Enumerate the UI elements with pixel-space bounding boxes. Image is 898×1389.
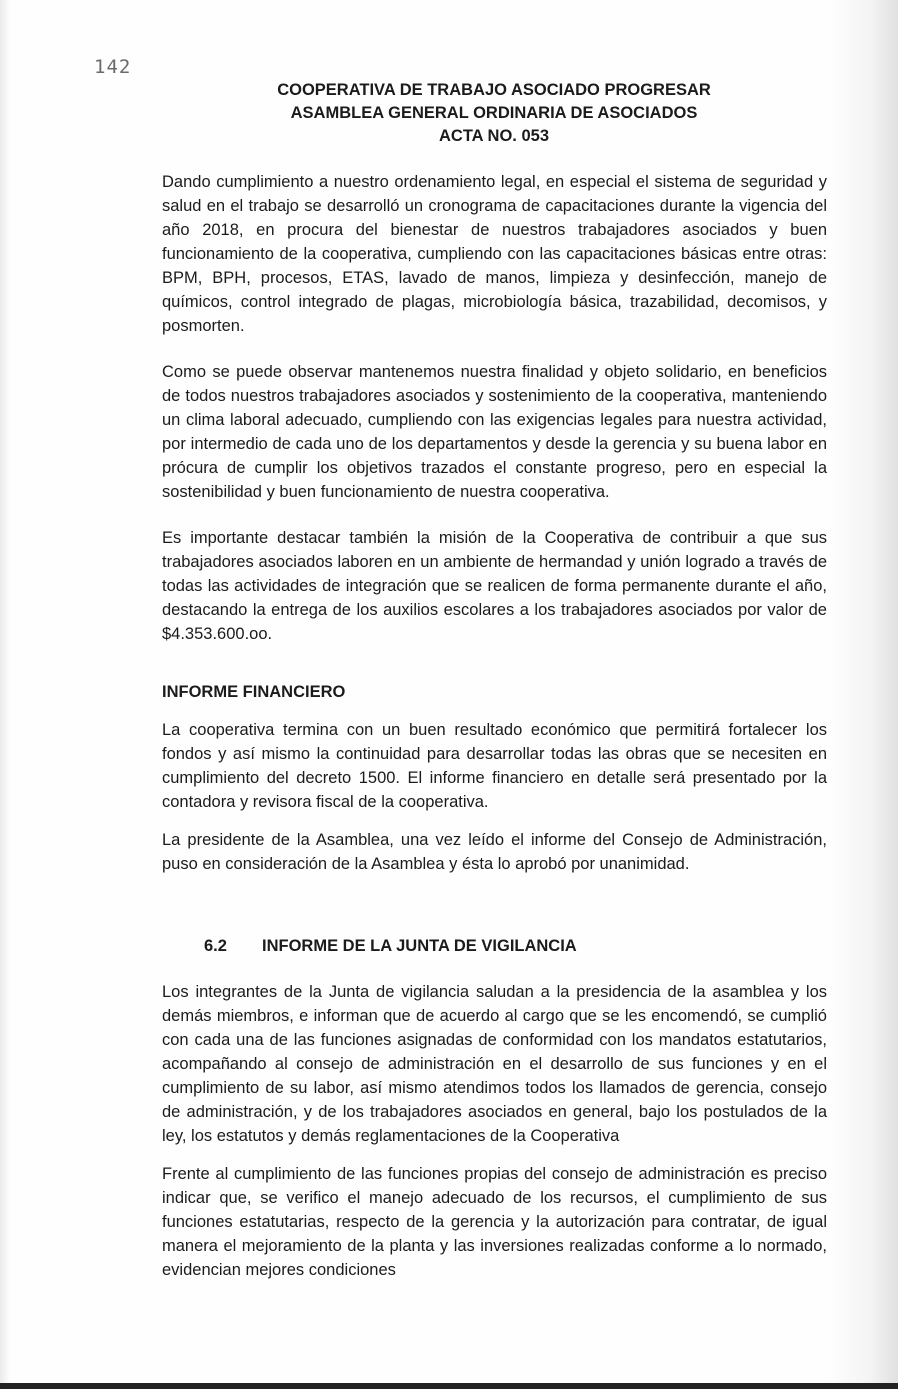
paragraph-informe-financiero: La cooperativa termina con un buen resultado económico que permitirá fortalecer los fondos y así mismo la continuidad para desarrollar todas las obras que se necesiten en cumplimiento del decreto 1500. El informe financiero en detalle será presentado por la contadora y revisora fiscal de la cooperativa. <box>162 721 827 811</box>
scan-edge-right <box>828 0 898 1389</box>
section-number: 6.2 <box>204 937 227 955</box>
section-title-informe-financiero: INFORME FINANCIERO <box>162 683 346 701</box>
header-line-organization: COOPERATIVA DE TRABAJO ASOCIADO PROGRESAR <box>277 81 711 99</box>
section-heading: INFORME DE LA JUNTA DE VIGILANCIA <box>262 937 577 955</box>
document-header <box>162 79 826 148</box>
paragraph-junta-saludo: Los integrantes de la Junta de vigilancia saludan a la presidencia de la asamblea y los demás miembros, e informan que de acuerdo al cargo que se les encomendó, se cumplió con cada una de las funciones asignadas de conformidad con los mandatos estatutarios, acompañando al consejo de administración en el desarrollo de sus funciones y en el cumplimiento de su labor, así mismo atendimos todos los llamados de gerencia, consejo de administración, y de los trabajadores asociados en general, bajo los postulados de la ley, los estatutos y demás reglamentaciones de la Cooperativa <box>162 983 827 1145</box>
paragraph-mision: Es importante destacar también la misión de la Cooperativa de contribuir a que sus trabajadores asociados laboren en un ambiente de hermandad y unión logrado a través de todas las actividades de integración que se realicen de forma permanente durante el año, destacando la entrega de los auxilios escolares a los trabajadores asociados por valor de $4.353.600.oo. <box>162 529 827 643</box>
scan-edge-left <box>0 0 10 1389</box>
header-line-assembly: ASAMBLEA GENERAL ORDINARIA DE ASOCIADOS <box>290 104 698 122</box>
section-title-junta-vigilancia <box>162 934 827 958</box>
paragraph-capacitaciones: Dando cumplimiento a nuestro ordenamiento legal, en especial el sistema de seguridad y salud en el trabajo se desarrolló un cronograma de capacitaciones durante la vigencia del año 2018, en procura del bienestar de nuestros trabajadores asociados y buen funcionamiento de la cooperativa, cumpliendo con las capacitaciones básicas entre otras: BPM, BPH, procesos, ETAS, lavado de manos, limpieza y desinfección, manejo de químicos, control integrado de plagas, microbiología básica, trazabilidad, decomisos, y posmorten. <box>162 173 827 335</box>
paragraph-funciones-consejo: Frente al cumplimiento de las funciones propias del consejo de administración es preciso indicar que, se verifico el manejo adecuado de los recursos, el cumplimiento de sus funciones estatutarias, respecto de la gerencia y la autorización para contratar, de igual manera el mejoramiento de la planta y las inversiones realizadas conforme a lo normado, evidencian mejores condiciones <box>162 1165 827 1279</box>
document-body <box>162 170 827 1304</box>
page-number: 142 <box>94 56 132 78</box>
header-line-acta: ACTA NO. 053 <box>438 127 550 145</box>
scan-bottom-edge <box>0 1383 898 1389</box>
paragraph-finalidad: Como se puede observar mantenemos nuestra finalidad y objeto solidario, en beneficios de todos nuestros trabajadores asociados y sostenimiento de la cooperativa, manteniendo un clima laboral adecuado, cumpliendo con las exigencias legales para nuestra actividad, por intermedio de cada uno de los departamentos y desde la gerencia y su buena labor en prócura de cumplir los objetivos trazados el constante progreso, pero en especial la sostenibilidad y buen funcionamiento de nuestra cooperativa. <box>162 363 827 501</box>
paragraph-aprobacion: La presidente de la Asamblea, una vez leído el informe del Consejo de Administración, puso en consideración de la Asamblea y ésta lo aprobó por unanimidad. <box>162 831 827 873</box>
